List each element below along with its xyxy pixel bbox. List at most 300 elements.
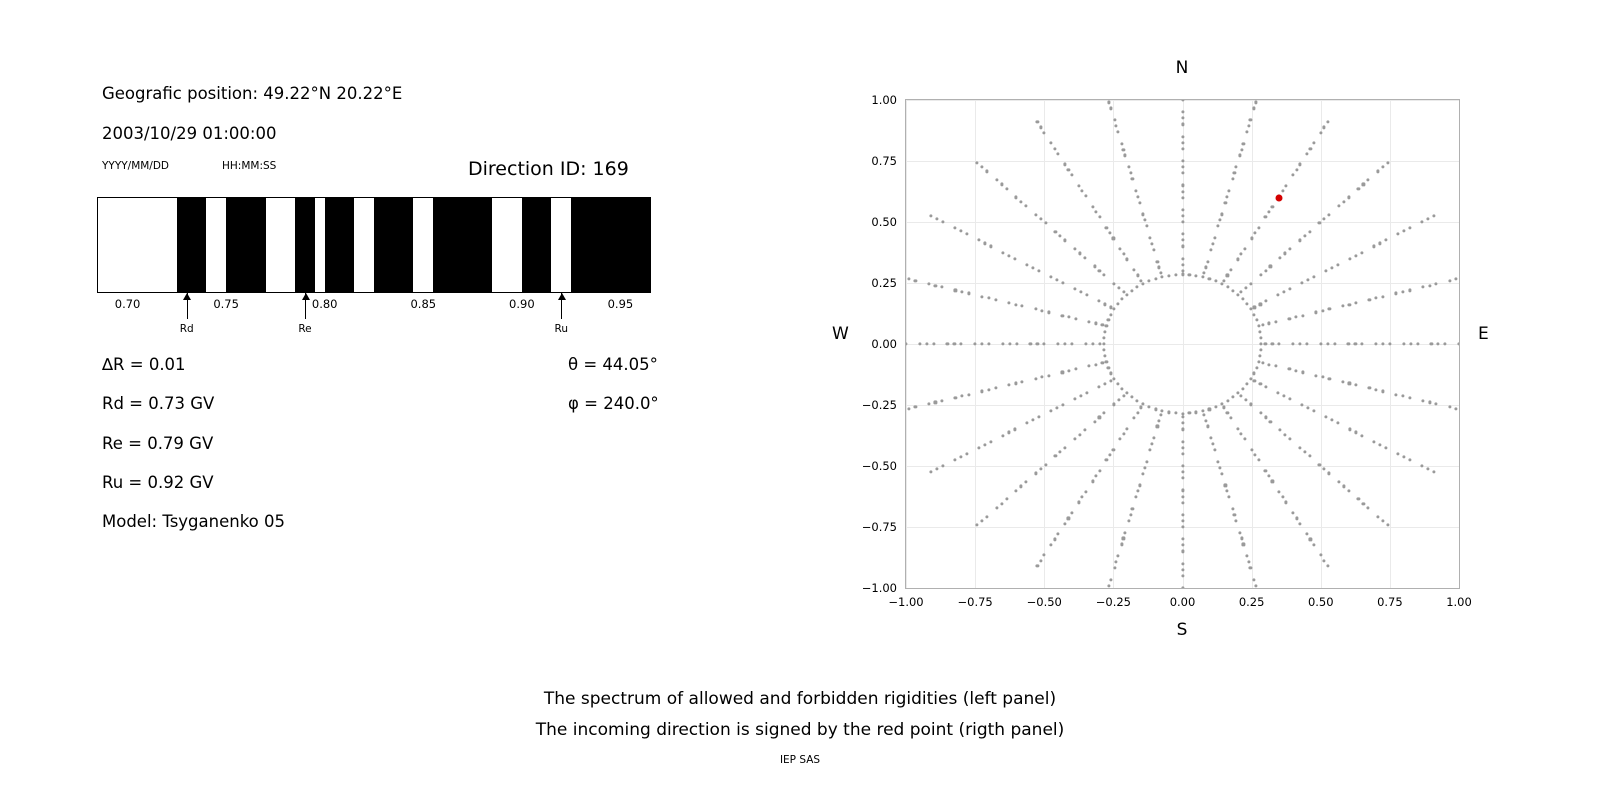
direction-dot <box>1303 450 1306 453</box>
direction-dot <box>1034 308 1037 311</box>
direction-dot <box>1252 313 1255 316</box>
direction-dot <box>1210 437 1213 440</box>
direction-dot <box>1031 419 1034 422</box>
direction-dot <box>1257 360 1260 363</box>
direction-dot <box>1029 342 1032 345</box>
direction-dot <box>995 506 998 509</box>
direction-dot <box>1037 416 1040 419</box>
map-x-tick-label: 1.00 <box>1446 595 1472 609</box>
ru-value: Ru = 0.92 GV <box>102 473 214 492</box>
direction-dot <box>1108 231 1111 234</box>
direction-dot <box>1321 309 1324 312</box>
direction-dot <box>1444 342 1447 345</box>
direction-dot <box>1174 412 1177 415</box>
direction-dot <box>1240 148 1243 151</box>
direction-dot <box>1337 480 1340 483</box>
direction-dot <box>1067 517 1070 520</box>
direction-dot <box>1240 253 1243 256</box>
direction-dot <box>1337 263 1340 266</box>
direction-dot <box>1292 342 1295 345</box>
direction-dot <box>1103 330 1106 333</box>
direction-dot <box>1181 519 1184 522</box>
direction-dot <box>1321 376 1324 379</box>
direction-dot <box>1064 446 1067 449</box>
direction-dot <box>1055 278 1058 281</box>
direction-dot <box>1259 273 1262 276</box>
direction-dot <box>1025 422 1028 425</box>
direction-dot <box>1103 354 1106 357</box>
spectrum-x-tick-label: 0.95 <box>607 297 634 311</box>
direction-dot <box>1308 455 1311 458</box>
direction-dot <box>1328 213 1331 216</box>
direction-dot <box>1259 303 1262 306</box>
direction-dot <box>1232 396 1235 399</box>
direction-dot <box>1119 437 1122 440</box>
direction-dot <box>1294 369 1297 372</box>
direction-dot <box>1101 361 1104 364</box>
direction-dot <box>1347 489 1350 492</box>
direction-dot <box>1233 172 1236 175</box>
direction-dot <box>1298 163 1301 166</box>
direction-dot <box>1181 159 1184 162</box>
spectrum-x-tick-label: 0.75 <box>213 297 239 311</box>
direction-dot <box>1283 291 1286 294</box>
direction-dot <box>1109 313 1112 316</box>
direction-dot <box>1084 194 1087 197</box>
direction-scatter-plot <box>905 99 1460 589</box>
direction-dot <box>1277 391 1280 394</box>
direction-dot <box>1342 485 1345 488</box>
direction-dot <box>1024 204 1027 207</box>
direction-dot <box>1156 260 1159 263</box>
direction-dot <box>1298 446 1301 449</box>
direction-dot <box>1211 242 1214 245</box>
direction-dot <box>1050 142 1053 145</box>
direction-dot <box>1283 394 1286 397</box>
direction-dot <box>1053 147 1056 150</box>
direction-dot <box>1354 342 1357 345</box>
direction-dot <box>1113 119 1116 122</box>
direction-dot <box>1372 245 1375 248</box>
direction-dot <box>1073 248 1076 251</box>
direction-dot <box>1142 213 1145 216</box>
direction-dot <box>1085 391 1088 394</box>
direction-dot <box>935 467 938 470</box>
gridline-horizontal <box>906 588 1459 589</box>
direction-dot <box>1244 286 1247 289</box>
direction-dot <box>1167 411 1170 414</box>
direction-dot <box>1238 154 1241 157</box>
direction-dot <box>1455 278 1458 281</box>
direction-dot <box>1235 519 1238 522</box>
direction-dot <box>1384 446 1387 449</box>
direction-dot <box>1355 431 1358 434</box>
direction-dot <box>981 390 984 393</box>
direction-dot <box>1384 239 1387 242</box>
direction-dot <box>974 342 977 345</box>
direction-dot <box>1229 268 1232 271</box>
direction-dot <box>1116 555 1119 558</box>
direction-dot <box>907 407 910 410</box>
direction-dot <box>1213 236 1216 239</box>
direction-dot <box>965 233 968 236</box>
direction-dot <box>1349 257 1352 260</box>
direction-dot <box>1034 377 1037 380</box>
direction-dot <box>953 342 956 345</box>
direction-dot <box>1181 562 1184 565</box>
direction-dot <box>1053 538 1056 541</box>
map-y-axis <box>820 93 905 595</box>
spectrum-x-tick-label: 0.90 <box>509 297 535 311</box>
direction-dot <box>1105 226 1108 229</box>
direction-dot <box>907 278 910 281</box>
direction-dot <box>1130 396 1133 399</box>
direction-dot <box>1285 184 1288 187</box>
forbidden-band <box>325 198 355 292</box>
direction-dot <box>1127 166 1130 169</box>
direction-dot <box>1102 336 1105 339</box>
map-x-tick-label: 0.25 <box>1238 595 1265 609</box>
direction-dot <box>1323 559 1326 562</box>
direction-dot <box>1021 305 1024 308</box>
direction-dot <box>1136 274 1139 277</box>
direction-dot <box>1408 396 1411 399</box>
spectrum-x-tick-label: 0.85 <box>410 297 437 311</box>
direction-dot <box>1043 131 1046 134</box>
direction-dot <box>1376 515 1379 518</box>
direction-dot <box>1136 285 1139 288</box>
direction-dot <box>1257 459 1260 462</box>
direction-dot <box>1108 101 1111 104</box>
direction-dot <box>1319 342 1322 345</box>
direction-dot <box>1181 544 1184 547</box>
direction-dot <box>1181 477 1184 480</box>
direction-dot <box>1167 274 1170 277</box>
direction-dot <box>1396 452 1399 455</box>
direction-dot <box>1181 446 1184 449</box>
direction-dot <box>1120 543 1123 546</box>
direction-dot <box>1231 507 1234 510</box>
direction-dot <box>1213 448 1216 451</box>
direction-dot <box>1264 469 1267 472</box>
direction-dot <box>1154 277 1157 280</box>
direction-dot <box>1252 372 1255 375</box>
direction-dot <box>1112 282 1115 285</box>
direction-dot <box>1087 320 1090 323</box>
rigidity-spectrum-panel <box>0 0 760 660</box>
direction-dot <box>1254 101 1257 104</box>
direction-dot <box>1255 366 1258 369</box>
direction-dot <box>1130 289 1133 292</box>
direction-dot <box>1268 363 1271 366</box>
direction-dot <box>1409 342 1412 345</box>
direction-dot <box>1426 217 1429 220</box>
direction-dot <box>1260 342 1263 345</box>
direction-dot <box>1107 366 1110 369</box>
direction-dot <box>1001 251 1004 254</box>
direction-dot <box>1264 216 1267 219</box>
direction-dot <box>1181 568 1184 571</box>
direction-dot <box>1129 513 1132 516</box>
direction-dot <box>1043 554 1046 557</box>
direction-dot <box>1125 392 1128 395</box>
direction-dot <box>985 515 988 518</box>
direction-dot <box>1181 416 1184 419</box>
direction-dot <box>1084 490 1087 493</box>
map-y-tick-label: 0.50 <box>871 215 897 229</box>
direction-dot <box>1119 247 1122 250</box>
rd-value: Rd = 0.73 GV <box>102 394 215 413</box>
direction-dot <box>1181 214 1184 217</box>
direction-dot <box>1034 213 1037 216</box>
direction-dot <box>1021 380 1024 383</box>
spectrum-marker-label-re: Re <box>298 323 312 335</box>
direction-dot <box>1218 466 1221 469</box>
direction-dot <box>1376 170 1379 173</box>
direction-dot <box>1241 298 1244 301</box>
direction-dot <box>1181 412 1184 415</box>
direction-dot <box>987 342 990 345</box>
direction-dot <box>1241 387 1244 390</box>
direction-dot <box>1020 485 1023 488</box>
direction-dot <box>1408 227 1411 230</box>
footer-label: IEP SAS <box>779 754 821 766</box>
direction-dot <box>1101 323 1104 326</box>
direction-dot <box>1181 184 1184 187</box>
direction-dot <box>961 290 964 293</box>
map-y-tick-label: −0.50 <box>861 459 897 473</box>
direction-dot <box>1015 342 1018 345</box>
direction-dot <box>1362 183 1365 186</box>
direction-dot <box>1091 480 1094 483</box>
direction-dot <box>1269 420 1272 423</box>
direction-dot <box>1348 382 1351 385</box>
direction-dot <box>1126 427 1129 430</box>
map-y-tick-label: 0.75 <box>871 154 897 168</box>
direction-dot <box>1211 443 1214 446</box>
direction-dot <box>1303 235 1306 238</box>
direction-dot <box>1125 293 1128 296</box>
direction-dot <box>1136 490 1139 493</box>
direction-dot <box>1039 126 1042 129</box>
direction-dot <box>1255 319 1258 322</box>
forbidden-band <box>226 198 265 292</box>
direction-dot <box>1124 154 1127 157</box>
direction-dot <box>1054 455 1057 458</box>
direction-dot <box>1095 210 1098 213</box>
direction-dot <box>1402 455 1405 458</box>
direction-dot <box>1348 303 1351 306</box>
direction-dot <box>1235 166 1238 169</box>
direction-dot <box>1098 469 1101 472</box>
direction-dot <box>927 282 930 285</box>
direction-dot <box>961 395 964 398</box>
caption-line-1: The spectrum of allowed and forbidden rigidities (left panel) <box>543 689 1057 709</box>
direction-dot <box>929 214 932 217</box>
direction-dot <box>1109 107 1112 110</box>
direction-dot <box>1181 538 1184 541</box>
direction-dot <box>1061 314 1064 317</box>
direction-dot <box>1355 383 1358 386</box>
direction-dot <box>1326 121 1329 124</box>
direction-dot <box>1105 459 1108 462</box>
direction-dot <box>1226 195 1229 198</box>
direction-dot <box>983 242 986 245</box>
direction-dot <box>1047 311 1050 314</box>
direction-dot <box>1288 317 1291 320</box>
direction-dot <box>1355 301 1358 304</box>
direction-dot <box>1265 300 1268 303</box>
direction-dot <box>1378 242 1381 245</box>
direction-dot <box>1301 403 1304 406</box>
direction-dot <box>1264 416 1267 419</box>
direction-dot <box>1050 543 1053 546</box>
direction-dot <box>983 443 986 446</box>
direction-dot <box>1375 388 1378 391</box>
direction-dot <box>1227 496 1230 499</box>
direction-dot <box>1049 275 1052 278</box>
direction-dot <box>1138 484 1141 487</box>
forbidden-band <box>177 198 207 292</box>
direction-dot <box>1298 239 1301 242</box>
direction-dot <box>1250 448 1253 451</box>
direction-dot <box>1259 382 1262 385</box>
direction-dot <box>1181 99 1184 102</box>
direction-dot <box>1257 226 1260 229</box>
forbidden-band <box>295 198 315 292</box>
direction-dot <box>929 471 932 474</box>
direction-dot <box>1325 269 1328 272</box>
direction-dot <box>1271 480 1274 483</box>
direction-dot <box>989 245 992 248</box>
direction-dot <box>1047 374 1050 377</box>
spectrum-marker-re <box>305 293 306 319</box>
direction-dot <box>1242 142 1245 145</box>
spectrum-x-axis <box>97 293 651 353</box>
map-y-tick-label: −0.75 <box>861 520 897 534</box>
direction-dot <box>1284 252 1287 255</box>
direction-dot <box>994 387 997 390</box>
direction-dot <box>981 295 984 298</box>
direction-dot <box>1181 263 1184 266</box>
delta-r-value: ∆R = 0.01 <box>102 355 186 374</box>
direction-dot <box>1247 560 1250 563</box>
direction-dot <box>987 388 990 391</box>
direction-dot <box>1074 317 1077 320</box>
direction-dot <box>1323 467 1326 470</box>
direction-dot <box>1375 297 1378 300</box>
direction-dot <box>1061 403 1064 406</box>
direction-dot <box>1005 187 1008 190</box>
direction-dot <box>941 220 944 223</box>
direction-dot <box>1232 289 1235 292</box>
direction-dot <box>989 440 992 443</box>
direction-dot <box>1181 464 1184 467</box>
direction-dot <box>1034 472 1037 475</box>
direction-dot <box>1308 230 1311 233</box>
direction-dot <box>1309 147 1312 150</box>
direction-dot <box>1116 130 1119 133</box>
direction-dot <box>1288 437 1291 440</box>
direction-dot <box>934 401 937 404</box>
direction-dot <box>1202 413 1205 416</box>
direction-dot <box>1421 286 1424 289</box>
direction-dot <box>1181 428 1184 431</box>
direction-dot <box>1367 178 1370 181</box>
direction-dot <box>1095 474 1098 477</box>
direction-dot <box>1025 263 1028 266</box>
figure-caption <box>0 684 1600 746</box>
direction-dot <box>954 289 957 292</box>
direction-dot <box>1020 200 1023 203</box>
direction-dot <box>1181 489 1184 492</box>
direction-dot <box>1214 405 1217 408</box>
direction-dot <box>1226 274 1229 277</box>
direction-dot <box>1008 342 1011 345</box>
direction-dot <box>1395 393 1398 396</box>
direction-dot <box>1134 496 1137 499</box>
direction-dot <box>1269 265 1272 268</box>
direction-dot <box>1133 268 1136 271</box>
direction-dot <box>914 406 917 409</box>
forbidden-band <box>374 198 413 292</box>
direction-dot <box>1136 411 1139 414</box>
direction-dot <box>954 396 957 399</box>
forbidden-band <box>571 198 650 292</box>
direction-dot <box>1122 394 1125 397</box>
theta-value: θ = 44.05° <box>568 355 658 374</box>
direction-dot <box>1129 172 1132 175</box>
direction-dot <box>1127 519 1130 522</box>
direction-dot <box>1220 472 1223 475</box>
direction-dot <box>1208 408 1211 411</box>
direction-dot <box>1000 502 1003 505</box>
direction-dot <box>1067 168 1070 171</box>
spectrum-x-tick-label: 0.80 <box>311 297 338 311</box>
map-y-tick-label: −0.25 <box>861 398 897 412</box>
direction-dot <box>1357 187 1360 190</box>
direction-dot <box>1103 303 1106 306</box>
re-value: Re = 0.79 GV <box>102 434 214 453</box>
direction-dot <box>1279 429 1282 432</box>
direction-dot <box>1455 407 1458 410</box>
direction-dot <box>1001 434 1004 437</box>
direction-dot <box>1181 147 1184 150</box>
direction-dot <box>1231 177 1234 180</box>
direction-dot <box>1158 266 1161 269</box>
direction-dot <box>1341 305 1344 308</box>
direction-dot <box>1236 258 1239 261</box>
direction-dot <box>1181 239 1184 242</box>
direction-dot <box>1122 148 1125 151</box>
direction-dot <box>918 342 921 345</box>
direction-dot <box>1259 348 1262 351</box>
compass-south-label: S <box>1176 620 1188 640</box>
direction-dot <box>1408 458 1411 461</box>
direction-dot <box>1312 543 1315 546</box>
direction-dot <box>1355 254 1358 257</box>
direction-dot <box>1206 425 1209 428</box>
direction-dot <box>1061 281 1064 284</box>
direction-dot <box>1347 342 1350 345</box>
direction-dot <box>1331 419 1334 422</box>
direction-dot <box>1362 502 1365 505</box>
map-x-tick-label: −1.00 <box>888 595 924 609</box>
direction-dot <box>1264 269 1267 272</box>
map-x-axis <box>888 590 1472 620</box>
direction-dot <box>1079 291 1082 294</box>
direction-dot <box>1457 342 1460 345</box>
